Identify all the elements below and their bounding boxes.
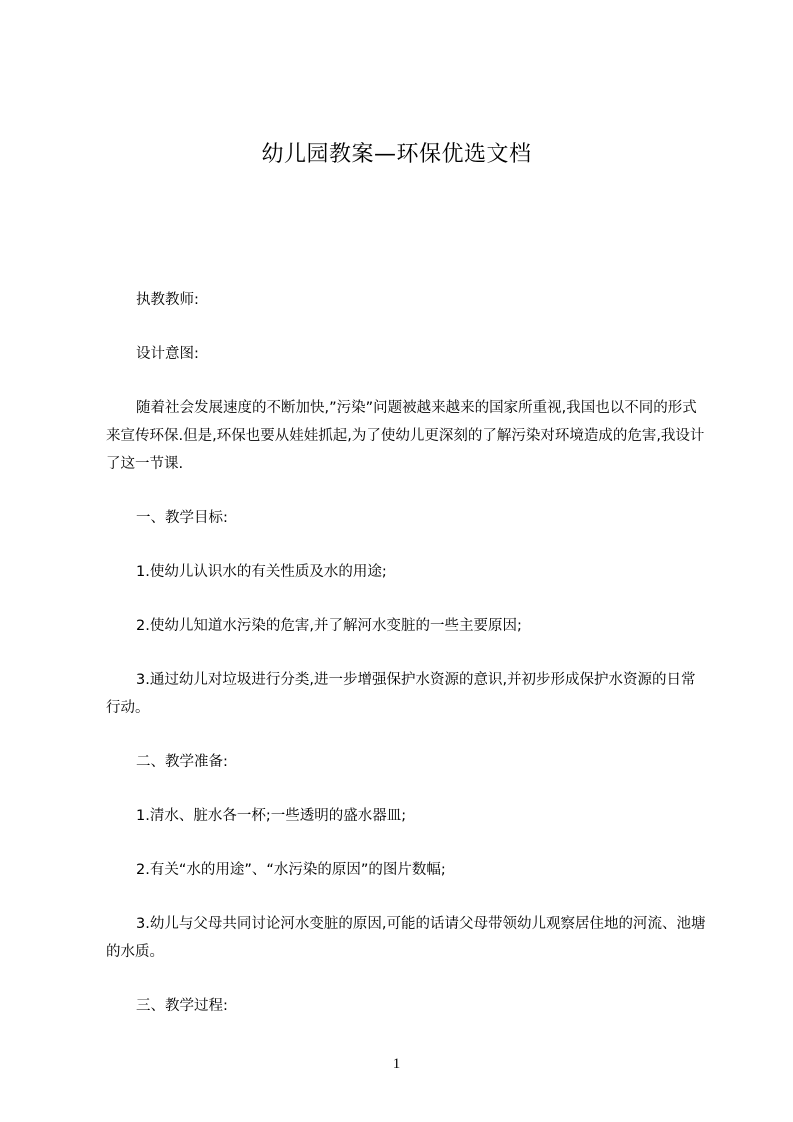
preparation-item-2: 2.有关“水的用途”、“水污染的原因”的图片数幅; <box>136 862 446 878</box>
document-title: 幼儿园教案—环保优选文档 <box>261 142 532 167</box>
design-intent-heading: 设计意图: <box>136 346 199 362</box>
section-heading-process: 三、教学过程: <box>136 998 228 1014</box>
document-body <box>106 286 706 1046</box>
preparation-item-1: 1.清水、脏水各一杯;一些透明的盛水器皿; <box>136 808 407 824</box>
goal-item-3: 3.通过幼儿对垃圾进行分类,进一步增强保护水资源的意识,并初步形成保护水资源的日常行动。 <box>106 672 696 716</box>
goal-item-2: 2.使幼儿知道水污染的危害,并了解河水变脏的一些主要原因; <box>136 618 522 634</box>
preparation-item-3: 3.幼儿与父母共同讨论河水变脏的原因,可能的话请父母带领幼儿观察居住地的河流、池塘的水质。 <box>106 916 706 960</box>
teacher-line: 执教教师: <box>136 292 199 308</box>
section-heading-preparation: 二、教学准备: <box>136 754 228 770</box>
page-number: 1 <box>392 1056 401 1072</box>
design-intent-text: 随着社会发展速度的不断加快,”污染”问题被越来越来的国家所重视,我国也以不同的形式来宣传环保.但是,环保也要从娃娃抓起,为了使幼儿更深刻的了解污染对环境造成的危害,我设计了这一节课. <box>106 400 705 472</box>
section-heading-goals: 一、教学目标: <box>136 510 228 526</box>
goal-item-1: 1.使幼儿认识水的有关性质及水的用途; <box>136 564 387 580</box>
